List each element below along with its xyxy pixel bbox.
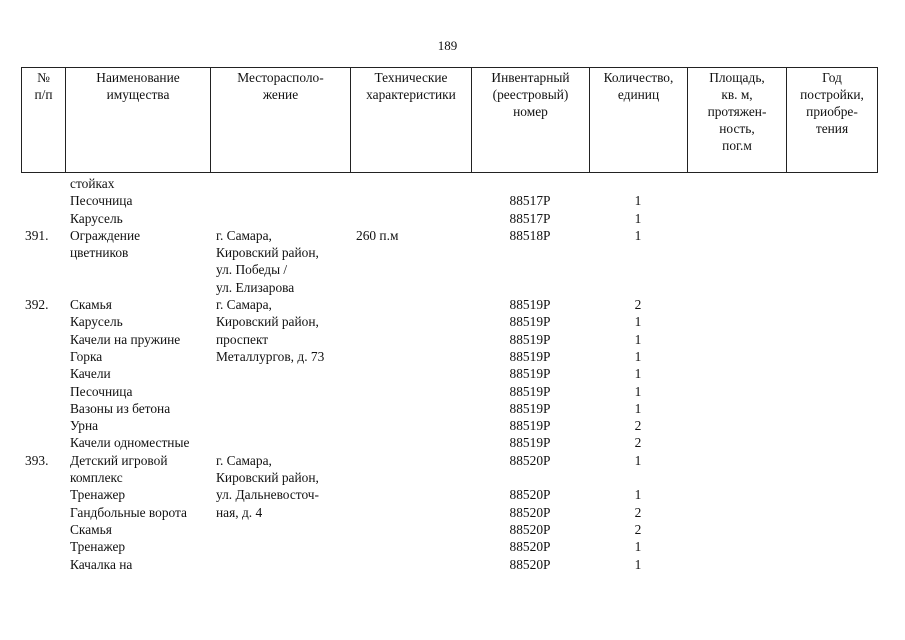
cell-tech — [350, 521, 471, 538]
cell-quantity — [589, 279, 687, 296]
header-location-line: жение — [262, 87, 299, 102]
cell-name: Урна — [70, 418, 99, 434]
cell-name: Песочница — [70, 193, 133, 209]
cell-name: Качалка на — [70, 556, 133, 572]
header-location — [211, 68, 351, 173]
cell-tech — [350, 348, 471, 365]
cell-quantity: 1 — [634, 331, 642, 347]
cell-location — [210, 175, 350, 192]
header-num — [22, 68, 66, 173]
cell-name: комплекс — [70, 470, 123, 486]
cell-inventory: 88517Р — [509, 193, 551, 209]
cell-name: Горка — [70, 348, 103, 364]
cell-name: Детский игровой — [70, 452, 168, 468]
cell-location: ул. Победы / — [216, 262, 288, 278]
cell-num — [21, 538, 65, 555]
cell-location: Кировский район, — [216, 245, 319, 261]
header-quantity-line: единиц — [617, 87, 660, 102]
cell-name: Скамья — [70, 297, 112, 313]
header-year-line: приобре- — [806, 104, 858, 119]
cell-tech — [350, 469, 471, 486]
cell-tech — [350, 538, 471, 555]
cell-inventory: 88520Р — [509, 556, 551, 572]
cell-quantity — [589, 469, 687, 486]
cell-name: стойках — [70, 176, 115, 191]
cell-location — [210, 417, 350, 434]
cell-inventory: 88519Р — [509, 435, 551, 451]
cell-quantity: 1 — [634, 227, 642, 243]
cell-location — [210, 400, 350, 417]
cell-num — [21, 434, 65, 451]
cell-location: г. Самара, — [216, 227, 272, 243]
cell-quantity: 1 — [634, 487, 642, 503]
header-num-line: п/п — [34, 87, 53, 102]
cell-tech — [350, 452, 471, 469]
cell-quantity — [589, 261, 687, 278]
cell-inventory: 88520Р — [509, 521, 551, 537]
cell-location: Металлургов, д. 73 — [216, 348, 325, 364]
cell-quantity: 1 — [634, 193, 642, 209]
cell-num — [21, 365, 65, 382]
table-row — [21, 486, 877, 503]
header-inventory-line: (реестровый) — [492, 87, 569, 102]
cell-num — [21, 400, 65, 417]
cell-tech — [350, 365, 471, 382]
header-tech-line: Технические — [374, 70, 448, 85]
cell-tech — [350, 400, 471, 417]
cell-tech — [350, 434, 471, 451]
cell-num — [21, 521, 65, 538]
header-year-line: тения — [815, 121, 849, 136]
header-quantity-line: Количество, — [603, 70, 674, 85]
table-row — [21, 192, 877, 209]
header-name-line: имущества — [106, 87, 170, 102]
cell-num: 391. — [25, 227, 49, 243]
header-inventory — [472, 68, 590, 173]
cell-quantity: 1 — [634, 383, 642, 399]
cell-name: Качели на пружине — [70, 331, 181, 347]
cell-num — [21, 469, 65, 486]
cell-quantity: 2 — [634, 418, 642, 434]
cell-inventory: 88519Р — [509, 314, 551, 330]
cell-quantity: 1 — [634, 452, 642, 468]
cell-name: Тренажер — [70, 487, 126, 503]
header-year-line: Год — [822, 70, 842, 85]
header-area-line: ность, — [719, 121, 755, 136]
table-row — [21, 504, 877, 521]
header-inventory-line: номер — [513, 104, 548, 119]
table-row — [21, 210, 877, 227]
cell-quantity: 1 — [634, 348, 642, 364]
cell-inventory: 88519Р — [509, 418, 551, 434]
header-location-line: Месторасполо- — [237, 70, 324, 85]
table-row — [21, 452, 877, 469]
cell-tech: 260 п.м — [356, 227, 399, 243]
table-row — [21, 175, 877, 192]
cell-quantity: 2 — [634, 297, 642, 313]
cell-name: Качели одноместные — [70, 435, 190, 451]
cell-num — [21, 261, 65, 278]
cell-quantity — [589, 244, 687, 261]
cell-name: Ограждение — [70, 227, 141, 243]
cell-location — [210, 383, 350, 400]
cell-quantity: 1 — [634, 556, 642, 572]
cell-name: Скамья — [70, 521, 112, 537]
header-quantity — [590, 68, 688, 173]
cell-tech — [350, 313, 471, 330]
table-header — [21, 67, 878, 173]
header-area-line: протяжен- — [707, 104, 767, 119]
cell-inventory — [471, 261, 589, 278]
table-row — [21, 348, 877, 365]
table-row — [21, 365, 877, 382]
cell-quantity: 2 — [634, 435, 642, 451]
table-row — [21, 313, 877, 330]
header-year — [787, 68, 878, 173]
cell-inventory — [471, 244, 589, 261]
cell-quantity — [589, 175, 687, 192]
cell-quantity: 1 — [634, 400, 642, 416]
cell-num — [21, 192, 65, 209]
cell-num — [21, 279, 65, 296]
header-tech-line: характеристики — [366, 87, 456, 102]
table-row — [21, 279, 877, 296]
cell-tech — [350, 556, 471, 573]
cell-location: ная, д. 4 — [216, 504, 263, 520]
cell-name: Песочница — [70, 383, 133, 399]
cell-tech — [350, 175, 471, 192]
table-row — [21, 469, 877, 486]
cell-num — [21, 175, 65, 192]
cell-location — [210, 556, 350, 573]
cell-inventory: 88519Р — [509, 383, 551, 399]
cell-name — [65, 261, 210, 278]
table-row — [21, 261, 877, 278]
cell-name: Вазоны из бетона — [70, 400, 171, 416]
cell-quantity: 2 — [634, 504, 642, 520]
cell-num: 393. — [25, 452, 49, 468]
header-num-line: № — [37, 70, 50, 85]
table-row — [21, 556, 877, 573]
cell-num — [21, 210, 65, 227]
cell-tech — [350, 331, 471, 348]
cell-name: Карусель — [70, 210, 123, 226]
page-number: 189 — [437, 38, 458, 53]
cell-inventory — [471, 175, 589, 192]
cell-location — [210, 365, 350, 382]
cell-tech — [350, 504, 471, 521]
cell-num — [21, 504, 65, 521]
cell-inventory: 88519Р — [509, 400, 551, 416]
table-row — [21, 400, 877, 417]
cell-num — [21, 313, 65, 330]
header-tech — [351, 68, 472, 173]
cell-inventory: 88519Р — [509, 331, 551, 347]
cell-location — [210, 538, 350, 555]
cell-inventory: 88520Р — [509, 487, 551, 503]
header-area-line: пог.м — [722, 138, 752, 153]
cell-tech — [350, 383, 471, 400]
cell-quantity: 1 — [634, 210, 642, 226]
cell-num — [21, 244, 65, 261]
cell-location — [210, 434, 350, 451]
table-row — [21, 244, 877, 261]
table-row — [21, 538, 877, 555]
cell-inventory — [471, 279, 589, 296]
cell-name: Качели — [70, 366, 111, 382]
cell-inventory — [471, 469, 589, 486]
header-area — [688, 68, 787, 173]
cell-location — [210, 521, 350, 538]
cell-location: ул. Дальневосточ- — [216, 487, 319, 503]
cell-num — [21, 383, 65, 400]
cell-tech — [350, 486, 471, 503]
cell-name: Тренажер — [70, 539, 126, 555]
cell-num — [21, 348, 65, 365]
cell-location — [210, 210, 350, 227]
table-row — [21, 521, 877, 538]
cell-inventory: 88517Р — [509, 210, 551, 226]
cell-tech — [350, 261, 471, 278]
header-inventory-line: Инвентарный — [491, 70, 570, 85]
cell-location: Кировский район, — [216, 470, 319, 486]
cell-quantity: 1 — [634, 539, 642, 555]
cell-tech — [350, 417, 471, 434]
header-name — [66, 68, 211, 173]
table-body — [21, 175, 877, 573]
cell-inventory: 88519Р — [509, 348, 551, 364]
cell-location: г. Самара, — [216, 297, 272, 313]
cell-quantity: 1 — [634, 366, 642, 382]
cell-tech — [350, 192, 471, 209]
header-name-line: Наименование — [96, 70, 180, 85]
cell-name: Карусель — [70, 314, 123, 330]
cell-location: г. Самара, — [216, 452, 272, 468]
header-area-line: Площадь, — [709, 70, 765, 85]
table-row — [21, 383, 877, 400]
cell-inventory: 88520Р — [509, 539, 551, 555]
cell-name: Гандбольные ворота — [70, 504, 188, 520]
cell-location — [210, 192, 350, 209]
header-year-line: постройки, — [800, 87, 864, 102]
cell-quantity: 2 — [634, 521, 642, 537]
cell-location: Кировский район, — [216, 314, 319, 330]
cell-inventory: 88520Р — [509, 452, 551, 468]
cell-num — [21, 331, 65, 348]
cell-inventory: 88519Р — [509, 297, 551, 313]
cell-quantity: 1 — [634, 314, 642, 330]
cell-inventory: 88519Р — [509, 366, 551, 382]
cell-location: проспект — [216, 331, 269, 347]
cell-num: 392. — [25, 297, 49, 313]
cell-tech — [350, 279, 471, 296]
cell-num — [21, 417, 65, 434]
table-row — [21, 417, 877, 434]
cell-name: цветников — [70, 245, 129, 261]
cell-location: ул. Елизарова — [216, 279, 295, 295]
table-row — [21, 331, 877, 348]
cell-tech — [350, 210, 471, 227]
table-row — [21, 296, 877, 313]
header-area-line: кв. м, — [721, 87, 753, 102]
cell-tech — [350, 244, 471, 261]
cell-tech — [350, 296, 471, 313]
cell-inventory: 88520Р — [509, 504, 551, 520]
cell-num — [21, 556, 65, 573]
cell-inventory: 88518Р — [509, 227, 551, 243]
table-row — [21, 227, 877, 244]
cell-name — [65, 279, 210, 296]
cell-num — [21, 486, 65, 503]
table-row — [21, 434, 877, 451]
